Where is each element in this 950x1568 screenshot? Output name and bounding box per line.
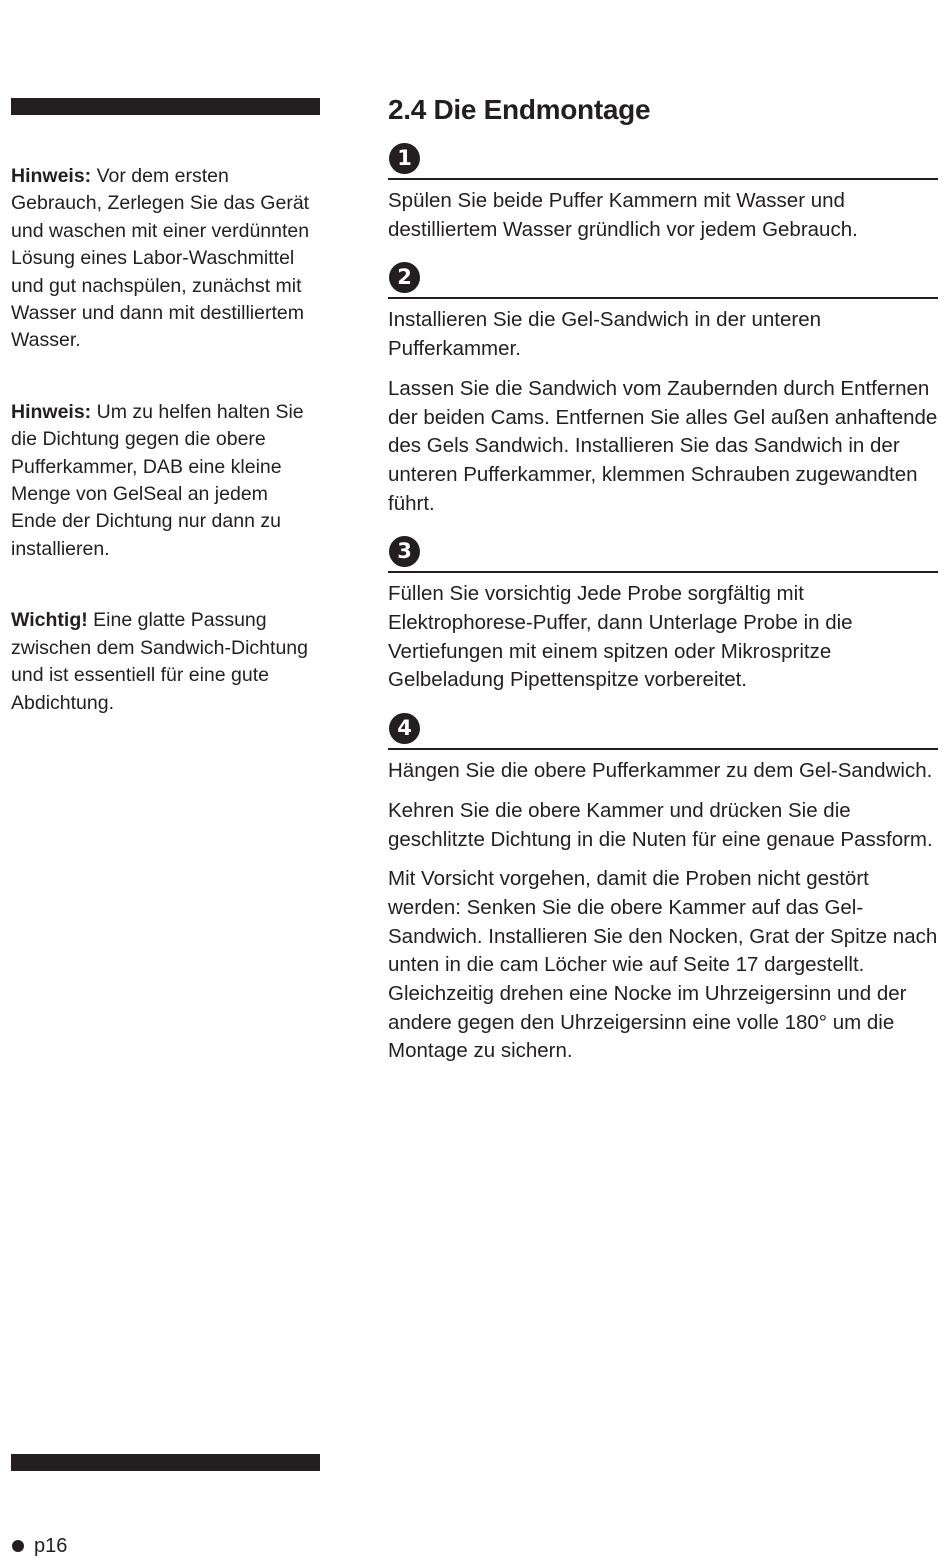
step-paragraph: Installieren Sie die Gel-Sandwich in der unteren Pufferkammer. xyxy=(388,308,822,361)
step-1 xyxy=(388,140,938,244)
note-cleaning xyxy=(11,163,316,355)
main-content xyxy=(388,92,938,1077)
step-3 xyxy=(388,533,938,695)
step-header xyxy=(388,533,938,573)
step-number-badge: 1 xyxy=(389,143,420,174)
section-title: 2.4 Die Endmontage xyxy=(388,94,651,125)
note-gasket xyxy=(11,399,316,563)
note-label: Wichtig! xyxy=(11,609,88,632)
step-header xyxy=(388,140,938,180)
step-4 xyxy=(388,710,938,1066)
step-paragraph: Füllen Sie vorsichtig Jede Probe sorgfältig mit Elektrophorese-Puffer, dann Unterlage Probe in die Vertiefungen mit einem spitzen oder Mikrospritze Gelbeladung Pipettenspitze vorbereitet. xyxy=(388,582,853,692)
note-text: Eine glatte Passung zwischen dem Sandwich-Dichtung und ist essentiell für eine gute Abdichtung. xyxy=(11,609,308,714)
step-paragraph: Mit Vorsicht vorgehen, damit die Proben nicht gestört werden: Senken Sie die obere Kammer auf das Gel-Sandwich. Installieren Sie den Nocken, Grat der Spitze nach unten in die cam Löcher wie auf Seite 17 dargestellt. Gleichzeitig drehen eine Nocke im Uhrzeigersinn und der andere gegen den Uhrzeigersinn eine volle 180° um die Montage zu sichern. xyxy=(388,867,938,1063)
step-paragraph: Spülen Sie beide Puffer Kammern mit Wasser und destilliertem Wasser gründlich vor jedem Gebrauch. xyxy=(388,189,858,241)
sidebar-bottom-rule xyxy=(11,1454,320,1471)
step-number-badge: 2 xyxy=(389,262,420,293)
step-paragraph: Hängen Sie die obere Pufferkammer zu dem Gel-Sandwich. xyxy=(388,759,933,783)
bullet-icon xyxy=(12,1540,24,1552)
note-important xyxy=(11,607,316,717)
note-text: Um zu helfen halten Sie die Dichtung gegen die obere Pufferkammer, DAB eine kleine Menge von GelSeal an jedem Ende der Dichtung nur dann zu installieren. xyxy=(11,400,304,560)
step-2 xyxy=(388,259,938,518)
note-label: Hinweis: xyxy=(11,165,92,187)
sidebar-notes xyxy=(11,163,316,761)
step-number-badge: 4 xyxy=(389,713,420,744)
page-number: p16 xyxy=(34,1535,68,1557)
step-paragraph: Lassen Sie die Sandwich vom Zaubernden durch Entfernen der beiden Cams. Entfernen Sie alles Gel außen anhaftende des Gels Sandwich. Installieren Sie das Sandwich in der unteren Pufferkammer, klemmen Schrauben zugewandten führt. xyxy=(388,376,938,515)
sidebar-top-rule xyxy=(11,98,320,115)
note-text: Vor dem ersten Gebrauch, Zerlegen Sie das Gerät und waschen mit einer verdünnten Lösung eines Labor-Waschmittel und gut nachspülen, zunächst mit Wasser und dann mit destilliertem Wasser. xyxy=(11,165,310,352)
step-header xyxy=(388,259,938,299)
step-paragraph: Kehren Sie die obere Kammer und drücken Sie die geschlitzte Dichtung in die Nuten für eine genaue Passform. xyxy=(388,798,933,851)
page-footer xyxy=(12,1533,67,1559)
note-label: Hinweis: xyxy=(11,400,92,423)
step-header xyxy=(388,710,938,750)
step-number-badge: 3 xyxy=(389,536,420,567)
